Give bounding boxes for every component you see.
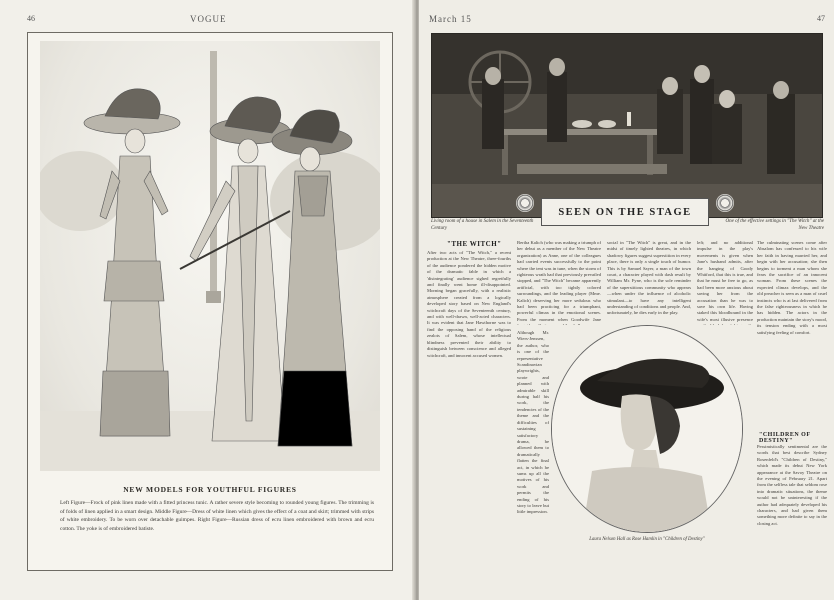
column-6-text: Although Mr. Wiers-Jenssen, the author, who is one of the representative Scandinavian playwrights, wrote and planned with admirable skill during half his work, the tendencies of the theme and the difficulties of sustaining satisfactory drama, he allowed them to dramatically flatten the final act, in which he sums up all the motives of his work and permits the ending of his story to leave but little impression. [517, 330, 549, 515]
left-running-head: VOGUE [190, 14, 227, 24]
article-witch-heading: "THE WITCH" [447, 240, 502, 248]
column-3-text: social in "The Witch" is great, and in the midst of timely lighted theatres, in which shadowy figures suggest superstition in every place, there is only a single touch of humor. This is by Samuel Sayer, a man of the town court, a character played with dash result by William Mr. Fyne, who is the sole reminder of the superstitious community who appears—when under the influence of alcoholic stimulant—to have any intelligent understanding of conditions and people. And, unfortunately, he dies early in the play. [607, 240, 691, 316]
fashion-plate [27, 32, 393, 571]
left-ornament-icon [516, 194, 534, 212]
stage-scene-image [432, 34, 823, 218]
column-1-text: After two acts of "The Witch," a recent production at the New Theatre, three-fourths of the audience pondered the hidden motive of the dramatic fable in which a 'disintegrating' audience sighed regretfully and finally went home ill-disappointed. Morning began gracefully, with a realistic atmosphere created from a logically developed story based on New England's witchcraft days of the Seventeenth century, and with well-drawn, well-acted characters. It was evident that Jane Hawthorne was to find the opposing hand of the religious zealots of Salem, whose intellectual blindness prevented their ability to distinguish between conscience and alleged witchcraft, and innocent accused women. [427, 250, 511, 358]
actress-portrait-image [552, 326, 743, 533]
portrait-caption: Laura Nelson Hall as Rose Hamlin in "Children of Destiny" [589, 537, 705, 542]
right-ornament-icon [716, 194, 734, 212]
top-photo-caption-right: One of the effective settings in "The Witch" at the New Theatre [725, 219, 824, 231]
fashion-illustration [40, 41, 380, 471]
left-figure [84, 89, 180, 436]
right-page [419, 0, 834, 600]
column-4-text: left; and no additional impulse in the play's movements is given when Jane's husband admits, after the hanging of Goody Whitford, that this is true, and that he must be free to go, as had been more anxious about saving her from the accusation than he was to save his own life. Having staked this bloodhound in the wife's most illusive presence [697, 240, 753, 322]
column-5-text: The culminating scenes come after Absalom has confessed to his wife her faith in having married her, and begin with her accusation; she then begins to torment a man whom she fears the sacrifice of an innocent woman. From these scenes the expected climax develops, and the old preacher is seen as a man of cruel instincts who is at last delivered from the false righteousness in which he has hidden. The actors in the production maintain the story's mood, its tension ending with a most satisfying feeling of comfort. [757, 240, 827, 335]
top-photo-caption-left: Living room of a house in Salem in the Seventeenth Century [431, 219, 534, 231]
column-7-text: Pessimistically sentimental are the words that best describe Sydney Rosenfeld's "Children of Destiny," which made its debut New York appearance at the Savoy Theatre on the evening of February 21. Apart from the selfless tale that seldom rose into dramatic situations, the theme would not be uninteresting if the author had adequately developed his characters, and had given them something more definite to say in the closing act. [757, 444, 827, 526]
three-women-illustration [40, 41, 380, 471]
plate-title: NEW MODELS FOR YOUTHFUL FIGURES [123, 485, 297, 494]
plate-caption: Left Figure—Frock of pink linen made with a fitted princess tunic. A rather severe style becoming to rounded young figures. The trimming is of folds of linen applied in a smart design. Middle Figure—Dress of white linen which gives the effect of a coat and skirt; trimmed with strips of white embroidery. To be worn over detachable guimpes. Right Figure—Russian dress of ecru linen embroidered with brown and ecru cotton. The yoke is of embroidered batiste. [60, 500, 374, 532]
right-folio: 47 [817, 14, 825, 23]
column-2-text: Bertha Kalich (who was making a triumph of her debut as a member of the New Theatre organization) as Anne, one of the colleagues had carried events successfully to the point where the tent was in tune, when the storm of righteous wrath had that previously prevailed stopped, and "The Witch" became apparently artificial, with too tightly colored surroundings, and the leading player (Mme. Kalich) deserving her more sedulous who had been practicing for a triumphant, powerful climax in the emotional scenes. From the moment when Goodwife Jane [517, 240, 601, 322]
section-banner: SEEN ON THE STAGE [541, 198, 709, 226]
left-page [0, 0, 415, 600]
portrait-oval [551, 325, 743, 533]
middle-figure [180, 97, 290, 441]
article-children-heading: "CHILDREN OF DESTINY" [759, 432, 811, 444]
left-folio: 46 [27, 14, 35, 23]
right-running-head: March 15 [429, 14, 472, 24]
stage-photograph [431, 33, 823, 218]
